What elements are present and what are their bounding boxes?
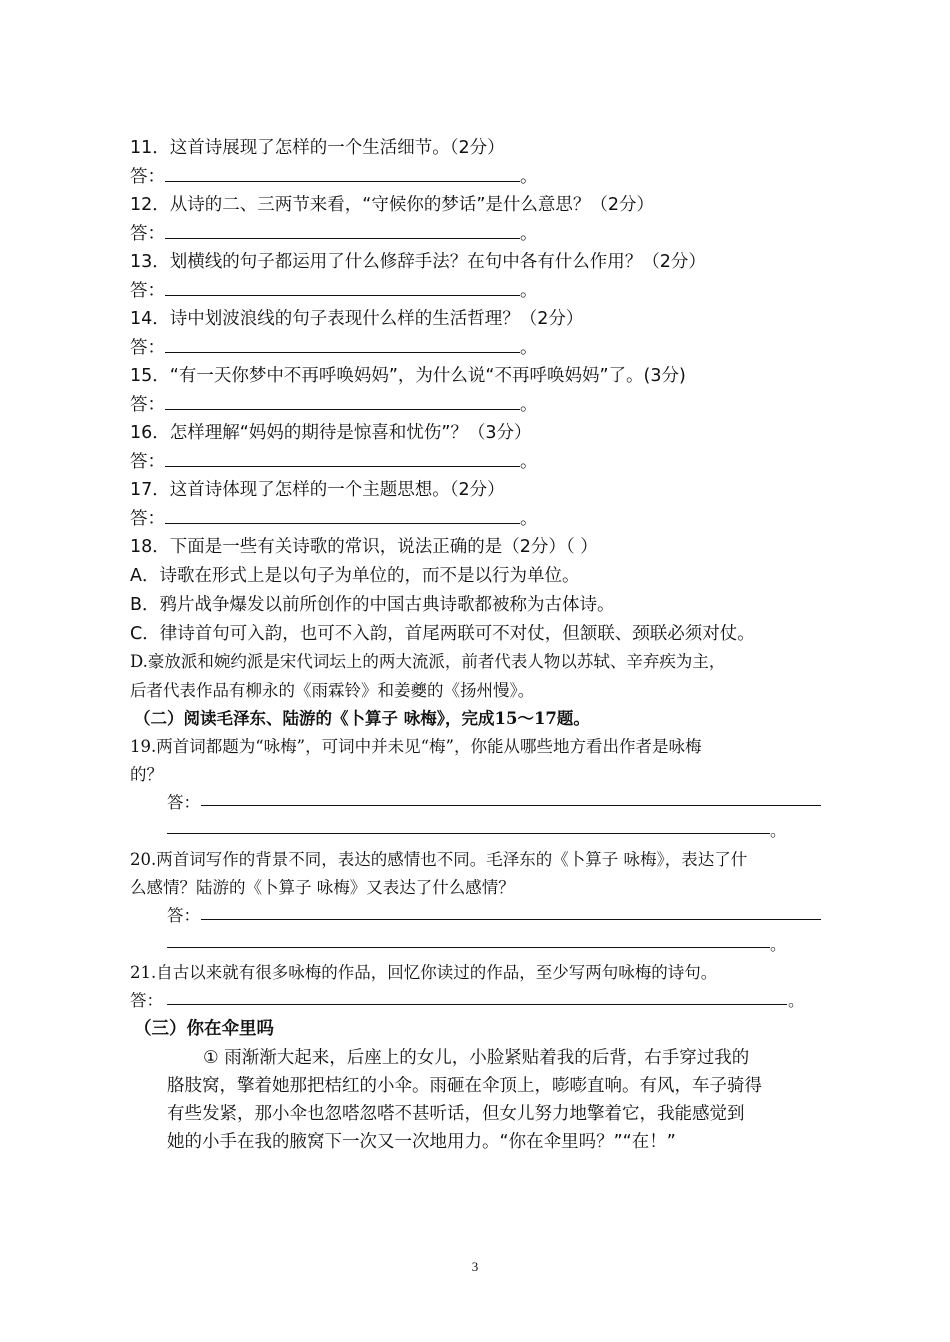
answer-label: 答： bbox=[130, 452, 165, 472]
answer-11 bbox=[130, 163, 538, 188]
answer-12 bbox=[130, 220, 538, 245]
period: 。 bbox=[520, 224, 538, 244]
answer-21-period: 。 bbox=[788, 991, 805, 1010]
passage-line-2: 胳肢窝，擎着她那把桔红的小伞。雨砸在伞顶上，嘭嘭直响。有风，车子骑得 bbox=[167, 1076, 762, 1096]
question-11: 11．这首诗展现了怎样的一个生活细节。（2分） bbox=[130, 138, 505, 158]
question-20-continued: 么感情？陆游的《卜算子 咏梅》又表达了什么感情？ bbox=[130, 878, 515, 897]
answer-blank[interactable] bbox=[165, 451, 520, 467]
answer-19-line-1[interactable] bbox=[201, 805, 821, 806]
period: 。 bbox=[520, 338, 538, 358]
question-16: 16．怎样理解“妈妈的期待是惊喜和忧伤”？（3分） bbox=[130, 423, 532, 443]
question-15: 15．“有一天你梦中不再呼唤妈妈”，为什么说“不再呼唤妈妈”了。(3分) bbox=[130, 366, 686, 386]
answer-20-line-2[interactable] bbox=[167, 947, 770, 948]
answer-label: 答： bbox=[130, 224, 165, 244]
answer-blank[interactable] bbox=[165, 337, 520, 353]
answer-19-label: 答： bbox=[167, 793, 200, 812]
option-c[interactable]: C．律诗首句可入韵，也可不入韵，首尾两联可不对仗，但颔联、颈联必须对仗。 bbox=[130, 624, 755, 644]
period: 。 bbox=[520, 167, 538, 187]
option-b[interactable]: B．鸦片战争爆发以前所创作的中国古典诗歌都被称为古体诗。 bbox=[130, 595, 615, 615]
question-17: 17．这首诗体现了怎样的一个主题思想。（2分） bbox=[130, 480, 505, 500]
passage-line-4: 她的小手在我的腋窝下一次又一次地用力。“你在伞里吗？”“在！” bbox=[167, 1132, 676, 1152]
answer-20-line-1[interactable] bbox=[201, 919, 821, 920]
answer-17 bbox=[130, 505, 538, 530]
answer-label: 答： bbox=[130, 338, 165, 358]
page-number: 3 bbox=[471, 1259, 479, 1274]
section-3-heading: （三）你在伞里吗 bbox=[134, 1019, 274, 1039]
answer-13 bbox=[130, 277, 538, 302]
answer-21-label: 答： bbox=[130, 991, 163, 1010]
question-20: 20.两首词写作的背景不同，表达的感情也不同。毛泽东的《卜算子 咏梅》，表达了什 bbox=[130, 850, 748, 869]
answer-label: 答： bbox=[130, 395, 165, 415]
answer-blank[interactable] bbox=[165, 223, 520, 239]
answer-20-label: 答： bbox=[167, 906, 200, 925]
answer-20-period: 。 bbox=[770, 935, 787, 954]
question-18: 18．下面是一些有关诗歌的常识，说法正确的是（2分）（ ） bbox=[130, 537, 598, 557]
answer-label: 答： bbox=[130, 281, 165, 301]
option-a[interactable]: A．诗歌在形式上是以句子为单位的，而不是以行为单位。 bbox=[130, 566, 580, 586]
answer-19-period: 。 bbox=[770, 821, 787, 840]
question-13: 13．划横线的句子都运用了什么修辞手法？在句中各有什么作用？（2分） bbox=[130, 252, 706, 272]
period: 。 bbox=[520, 452, 538, 472]
option-d[interactable]: D.豪放派和婉约派是宋代词坛上的两大流派，前者代表人物以苏轼、辛弃疾为主， bbox=[130, 652, 726, 671]
question-21: 21.自古以来就有很多咏梅的作品，回忆你读过的作品，至少写两句咏梅的诗句。 bbox=[130, 963, 718, 982]
answer-15 bbox=[130, 391, 538, 416]
answer-label: 答： bbox=[130, 167, 165, 187]
passage-line-3: 有些发紧，那小伞也忽嗒忽嗒不甚听话，但女儿努力地擎着它，我能感觉到 bbox=[167, 1104, 745, 1124]
option-d-continued: 后者代表作品有柳永的《雨霖铃》和姜夔的《扬州慢》。 bbox=[130, 681, 535, 700]
answer-blank[interactable] bbox=[165, 508, 520, 524]
passage-line-1: ① 雨渐渐大起来，后座上的女儿，小脸紧贴着我的后背，右手穿过我的 bbox=[203, 1048, 750, 1068]
answer-14 bbox=[130, 334, 538, 359]
period: 。 bbox=[520, 395, 538, 415]
answer-19-line-2[interactable] bbox=[167, 833, 770, 834]
answer-blank[interactable] bbox=[165, 394, 520, 410]
answer-label: 答： bbox=[130, 509, 165, 529]
answer-blank[interactable] bbox=[165, 166, 520, 182]
section-2-heading: （二）阅读毛泽东、陆游的《卜算子 咏梅》，完成15～17题。 bbox=[134, 709, 590, 728]
answer-21-line[interactable] bbox=[167, 1004, 787, 1005]
answer-blank[interactable] bbox=[165, 280, 520, 296]
question-19: 19.两首词都题为“咏梅”，可词中并未见“梅”，你能从哪些地方看出作者是咏梅 bbox=[130, 737, 702, 756]
period: 。 bbox=[520, 509, 538, 529]
question-12: 12．从诗的二、三两节来看，“守候你的梦话”是什么意思？（2分） bbox=[130, 195, 655, 215]
question-19-continued: 的？ bbox=[130, 765, 163, 784]
answer-16 bbox=[130, 448, 538, 473]
period: 。 bbox=[520, 281, 538, 301]
question-14: 14．诗中划波浪线的句子表现什么样的生活哲理？（2分） bbox=[130, 309, 584, 329]
